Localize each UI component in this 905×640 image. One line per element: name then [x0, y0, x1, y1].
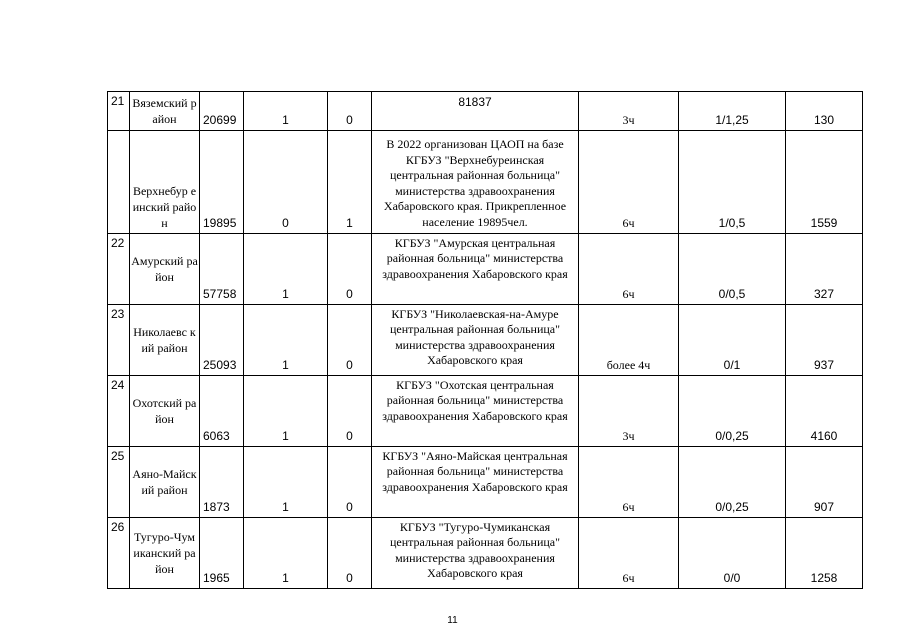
table-row: [108, 446, 863, 517]
count-cell: 1: [328, 131, 372, 234]
organization-cell: КГБУЗ "Николаевская-на-Амуре центральная районная больница" министерства здравоохранения Хабаровского края: [372, 304, 579, 375]
time-cell: 6ч: [579, 517, 679, 588]
table-row: [108, 131, 863, 234]
organization-cell: В 2022 организован ЦАОП на базе КГБУЗ "Верхнебуреинская центральная районная больница" министерства здравоохранения Хабаровского края. Прикрепленное население 19895чел.: [372, 131, 579, 234]
ratio-cell: 0/0,25: [679, 446, 786, 517]
count-cell: 0: [328, 517, 372, 588]
table-row: [108, 233, 863, 304]
population-cell: 57758: [200, 233, 244, 304]
organization-cell: КГБУЗ "Аяно-Майская центральная районная больница" министерства здравоохранения Хабаровского края: [372, 446, 579, 517]
district-table: [107, 91, 863, 589]
time-cell: 3ч: [579, 375, 679, 446]
organization-cell: КГБУЗ "Охотская центральная районная больница" министерства здравоохранения Хабаровского края: [372, 375, 579, 446]
row-number: 21: [108, 92, 130, 131]
count-cell: 0: [328, 304, 372, 375]
count-cell: 0: [328, 92, 372, 131]
table-row: [108, 92, 863, 131]
row-number: 23: [108, 304, 130, 375]
value-cell: 4160: [786, 375, 863, 446]
district-name: Аяно-Майский район: [130, 446, 200, 517]
count-cell: 0: [328, 233, 372, 304]
row-number: 26: [108, 517, 130, 588]
table-row: [108, 375, 863, 446]
count-cell: 0: [244, 131, 328, 234]
district-name: Охотский район: [130, 375, 200, 446]
table-row: [108, 304, 863, 375]
count-cell: 1: [244, 446, 328, 517]
district-name: Верхнебур еинский район: [130, 131, 200, 234]
value-cell: 907: [786, 446, 863, 517]
count-cell: 1: [244, 375, 328, 446]
row-number: 24: [108, 375, 130, 446]
table-row: [108, 517, 863, 588]
row-number: [108, 131, 130, 234]
count-cell: 1: [244, 92, 328, 131]
district-name: Николаевс кий район: [130, 304, 200, 375]
row-number: 22: [108, 233, 130, 304]
count-cell: 1: [244, 304, 328, 375]
organization-text: 81837: [458, 95, 492, 109]
population-cell: 25093: [200, 304, 244, 375]
time-cell: 6ч: [579, 233, 679, 304]
time-cell: 6ч: [579, 446, 679, 517]
value-cell: 130: [786, 92, 863, 131]
ratio-cell: 0/1: [679, 304, 786, 375]
row-number: 25: [108, 446, 130, 517]
population-cell: 1965: [200, 517, 244, 588]
organization-cell: КГБУЗ "Амурская центральная районная больница" министерства здравоохранения Хабаровского края: [372, 233, 579, 304]
ratio-cell: 0/0: [679, 517, 786, 588]
value-cell: 1258: [786, 517, 863, 588]
ratio-cell: 0/0,25: [679, 375, 786, 446]
value-cell: 937: [786, 304, 863, 375]
district-name: Амурский район: [130, 233, 200, 304]
count-cell: 1: [244, 517, 328, 588]
ratio-cell: 0/0,5: [679, 233, 786, 304]
count-cell: 0: [328, 446, 372, 517]
population-cell: 19895: [200, 131, 244, 234]
district-name: Тугуро-Чумиканский район: [130, 517, 200, 588]
population-cell: 20699: [200, 92, 244, 131]
time-cell: 6ч: [579, 131, 679, 234]
value-cell: 327: [786, 233, 863, 304]
time-cell: более 4ч: [579, 304, 679, 375]
ratio-cell: 1/1,25: [679, 92, 786, 131]
district-name: Вяземский район: [130, 92, 200, 131]
page-number: 11: [447, 615, 458, 626]
population-cell: 1873: [200, 446, 244, 517]
time-cell: 3ч: [579, 92, 679, 131]
organization-cell: КГБУЗ "Тугуро-Чумиканская центральная районная больница" министерства здравоохранения Хабаровского края: [372, 517, 579, 588]
count-cell: 1: [244, 233, 328, 304]
organization-cell: [372, 92, 579, 131]
value-cell: 1559: [786, 131, 863, 234]
ratio-cell: 1/0,5: [679, 131, 786, 234]
population-cell: 6063: [200, 375, 244, 446]
count-cell: 0: [328, 375, 372, 446]
